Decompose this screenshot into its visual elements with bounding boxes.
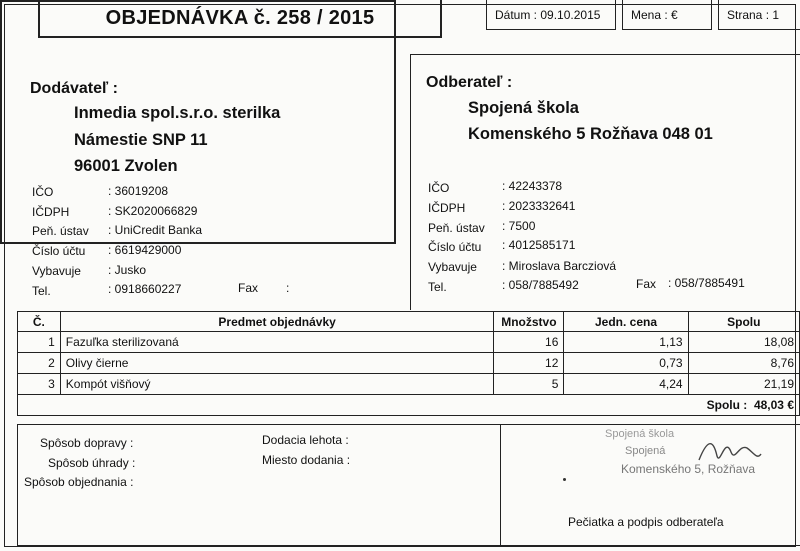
supplier-name: Inmedia spol.s.r.o. sterilka (74, 104, 281, 122)
customer-icdph-label: IČDPH (428, 201, 466, 215)
page-label: Strana : (727, 7, 770, 22)
supplier-street: Námestie SNP 11 (74, 131, 208, 149)
customer-account-label: Číslo účtu (428, 240, 482, 254)
customer-tel-label: Tel. (428, 280, 447, 294)
supplier-tel-label: Tel. (32, 284, 51, 298)
sum-cell (18, 395, 800, 416)
customer-bank-value: : 7500 (502, 219, 536, 233)
row-unit-price: 4,24 (564, 374, 688, 395)
stamp-line-2: Spojená (625, 445, 666, 457)
customer-name: Spojená škola (468, 99, 579, 117)
row-qty: 5 (494, 374, 564, 395)
row-item: Fazuľka sterilizovaná (60, 332, 494, 353)
table-row (18, 332, 800, 353)
customer-address: Komenského 5 Rožňava 048 01 (468, 125, 713, 143)
currency-value: € (671, 7, 678, 22)
customer-bank-label: Peň. ústav (428, 221, 485, 235)
items-table (17, 311, 800, 416)
stamp-signature (555, 418, 795, 508)
row-no: 3 (18, 374, 61, 395)
supplier-city: 96001 Zvolen (74, 157, 178, 175)
row-total: 8,76 (688, 353, 799, 374)
delivery-place-label: Miesto dodania : (262, 453, 351, 467)
col-header-qty: Množstvo (494, 312, 564, 332)
supplier-icdph-label: IČDPH (32, 205, 70, 219)
col-header-item: Predmet objednávky (60, 312, 494, 332)
col-header-no: Č. (18, 312, 61, 332)
payment-label: Spôsob úhrady : (48, 456, 136, 470)
supplier-contact-value: : Jusko (108, 263, 147, 277)
footer-divider (500, 424, 501, 546)
row-no: 1 (18, 332, 61, 353)
supplier-fax-value: : (286, 281, 290, 295)
sum-label: Spolu : (706, 398, 748, 412)
table-sum-row (18, 395, 800, 416)
row-total: 18,08 (688, 332, 799, 353)
order-method-label: Spôsob objednania : (24, 475, 134, 489)
supplier-account-label: Číslo účtu (32, 244, 86, 258)
table-row (18, 353, 800, 374)
supplier-fax-label: Fax (238, 281, 259, 295)
stamp-line-3: Komenského 5, Rožňava (621, 462, 756, 476)
customer-fax-label: Fax (636, 277, 657, 291)
sum-value: 48,03 € (753, 398, 794, 412)
row-unit-price: 1,13 (564, 332, 688, 353)
customer-contact-value: : Miroslava Barcziová (502, 259, 617, 273)
date-label: Dátum : (495, 7, 538, 22)
supplier-ico-label: IČO (32, 185, 54, 199)
row-qty: 16 (494, 332, 564, 353)
customer-account-value: : 4012585171 (502, 238, 576, 252)
row-unit-price: 0,73 (564, 353, 688, 374)
supplier-bank-label: Peň. ústav (32, 224, 89, 238)
supplier-tel-value: : 0918660227 (108, 282, 182, 296)
supplier-contact-label: Vybavuje (32, 264, 81, 278)
page-value: 1 (772, 7, 780, 22)
supplier-heading: Dodávateľ : (30, 80, 118, 97)
stamp-line-1: Spojená škola (605, 428, 675, 440)
customer-fax-value: : 058/7885491 (668, 276, 745, 290)
row-item: Olivy čierne (60, 353, 494, 374)
customer-tel-value: : 058/7885492 (502, 278, 579, 292)
table-row (18, 374, 800, 395)
date-value: 09.10.2015 (540, 7, 601, 22)
supplier-icdph-value: : SK2020066829 (108, 204, 198, 218)
customer-icdph-value: : 2023332641 (502, 199, 576, 213)
customer-contact-label: Vybavuje (428, 260, 477, 274)
stamp-dot (563, 478, 566, 481)
row-total: 21,19 (688, 374, 799, 395)
table-header-row (18, 312, 800, 332)
supplier-account-value: : 6619429000 (108, 243, 182, 257)
supplier-ico-value: : 36019208 (108, 184, 169, 198)
customer-ico-label: IČO (428, 181, 450, 195)
order-title: OBJEDNÁVKA č. 258 / 2015 (38, 0, 442, 38)
customer-heading: Odberateľ : (426, 74, 513, 91)
delivery-term-label: Dodacia lehota : (262, 433, 349, 447)
supplier-bank-value: : UniCredit Banka (108, 223, 203, 237)
row-qty: 12 (494, 353, 564, 374)
currency-label: Mena : (631, 7, 668, 22)
col-header-total: Spolu (688, 312, 799, 332)
signature-caption: Pečiatka a podpis odberateľa (568, 515, 724, 529)
transport-label: Spôsob dopravy : (40, 436, 134, 450)
col-header-unit-price: Jedn. cena (564, 312, 688, 332)
customer-ico-value: : 42243378 (502, 179, 563, 193)
signature-mark (695, 430, 765, 470)
row-no: 2 (18, 353, 61, 374)
row-item: Kompót višňový (60, 374, 494, 395)
